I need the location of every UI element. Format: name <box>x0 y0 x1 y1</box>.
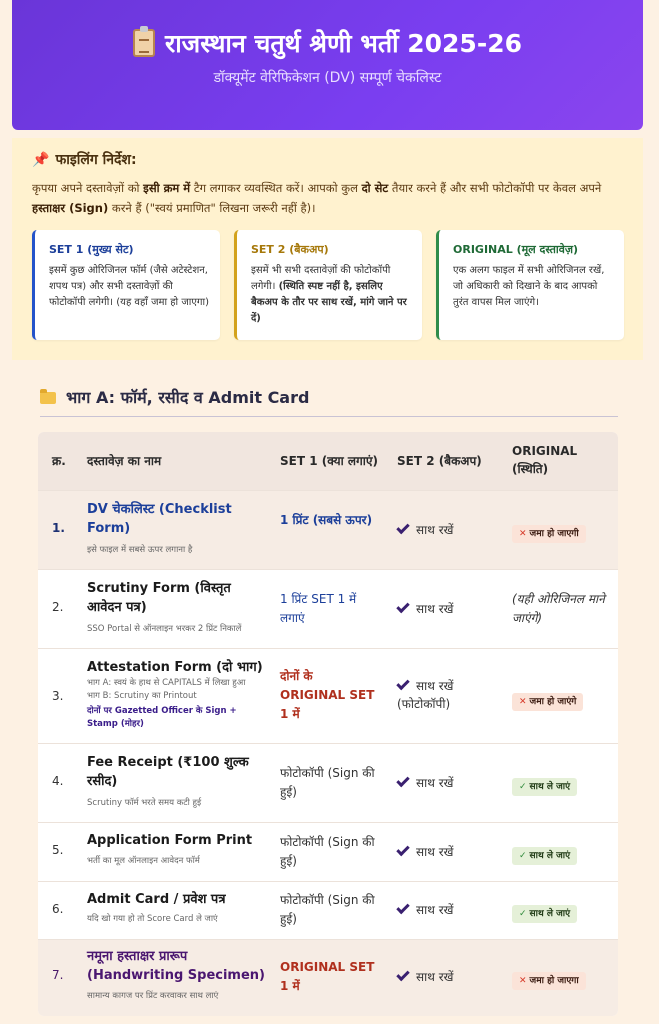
row-set2: साथ रखें <box>397 774 507 792</box>
row-set1: 1 प्रिंट SET 1 में लगाएं <box>280 592 357 625</box>
original-card-text: एक अलग फाइल में सभी ओरिजिनल रखें, जो अधिकारी को दिखाने के बाद आपको तुरंत वापस मिल जाएंगे। <box>453 265 605 308</box>
row-orig <box>512 843 612 865</box>
row-doc-sub-2: भाग B: Scrutiny का Printout <box>87 691 197 701</box>
section-title: भाग A: फॉर्म, रसीद व Admit Card <box>40 386 309 408</box>
row-num: 7. <box>52 968 64 982</box>
row-doc-name: Scrutiny Form (विस्तृत आवेदन पत्र) <box>87 581 231 615</box>
status-badge: ✓ साथ ले जाएं <box>512 778 577 796</box>
row-num: 5. <box>52 843 64 857</box>
row-doc-sub: सामान्य कागज पर प्रिंट करवाकर साथ लाएं <box>87 991 219 1001</box>
set1-card-text: इसमें कुछ ओरिजिनल फॉर्म (जैसे अटेस्टेशन, शपथ पत्र) और सभी दस्तावेज़ों की फोटोकॉपी लगेगी। (यह वहाँ जमा हो जाएगा) <box>49 265 209 308</box>
cross-icon: ✕ <box>519 529 527 539</box>
check-icon <box>396 968 409 981</box>
row-set1: फोटोकॉपी (Sign की हुई) <box>280 835 375 868</box>
row-set1: ORIGINAL SET 1 में <box>280 960 375 993</box>
row-doc-sub: यदि खो गया हो तो Score Card ले जाएं <box>87 914 218 924</box>
set1-card-title: SET 1 (मुख्य सेट) <box>49 243 134 256</box>
check-icon <box>396 600 409 613</box>
cross-icon: ✕ <box>519 976 527 986</box>
row-set2: साथ रखें <box>397 901 507 919</box>
row-doc-name: Attestation Form (दो भाग) <box>87 660 263 675</box>
pushpin-icon: 📌 <box>32 152 50 168</box>
status-badge: ✓ साथ ले जाएं <box>512 905 577 923</box>
row-doc-sub: Scrutiny फॉर्म भरते समय कटी हुई <box>87 798 202 808</box>
row-num: 3. <box>52 689 64 703</box>
row-doc-name: Application Form Print <box>87 833 253 848</box>
row-set1: फोटोकॉपी (Sign की हुई) <box>280 893 375 926</box>
set2-card-text: इसमें भी सभी दस्तावेज़ों की फोटोकॉपी लगेगी। (स्थिति स्पष्ट नहीं है, इसलिए बैकअप के तौर पर साथ रखें, मांगे जाने पर दें) <box>251 265 407 324</box>
set2-card <box>234 230 422 340</box>
check-icon <box>396 521 409 534</box>
row-doc-name: नमूना हस्ताक्षर प्रारूप (Handwriting Specimen) <box>87 949 265 983</box>
row-doc-sub: भाग A: स्वयं के हाथ से CAPITALS में लिखा हुआ <box>87 678 246 688</box>
status-badge: ✓ साथ ले जाएं <box>512 847 577 865</box>
row-doc-name: Admit Card / प्रवेश पत्र <box>87 892 226 907</box>
row-num: 6. <box>52 902 64 916</box>
header-set2: SET 2 (बैकअप) <box>397 454 482 468</box>
header-doc: दस्तावेज़ का नाम <box>87 454 162 468</box>
status-badge: ✕ जमा हो जाएगा <box>512 972 586 990</box>
header-num: क्र. <box>52 454 66 468</box>
filing-instructions-panel <box>12 138 643 360</box>
row-doc-note: दोनों पर Gazetted Officer के Sign + Stamp (मोहर) <box>87 706 237 729</box>
row-num: 4. <box>52 774 64 788</box>
checklist-table <box>38 432 618 1016</box>
row-num: 1. <box>52 521 65 535</box>
row-orig: (यही ओरिजिनल माने जाएंगे) <box>512 592 605 625</box>
checkmark-icon: ✓ <box>519 909 527 919</box>
row-doc-sub: इसे फाइल में सबसे ऊपर लगाना है <box>87 545 193 555</box>
check-icon <box>396 677 409 690</box>
table-row <box>38 743 618 822</box>
cross-icon: ✕ <box>519 697 527 707</box>
original-card-title: ORIGINAL (मूल दस्तावेज़) <box>453 243 579 256</box>
page-title: राजस्थान चतुर्थ श्रेणी भर्ती 2025-26 <box>12 26 643 60</box>
table-row <box>38 822 618 881</box>
status-badge: ✕ जमा हो जाएंगे <box>512 693 583 711</box>
row-set2: साथ रखें (फोटोकॉपी) <box>397 677 507 713</box>
set2-card-title: SET 2 (बैकअप) <box>251 243 329 256</box>
section-divider <box>40 416 618 417</box>
check-icon <box>396 901 409 914</box>
table-row <box>38 490 618 569</box>
row-set2: साथ रखें <box>397 600 507 618</box>
checkmark-icon: ✓ <box>519 851 527 861</box>
row-orig <box>512 968 612 990</box>
set1-card <box>32 230 220 340</box>
page-subtitle: डॉक्यूमेंट वेरिफिकेशन (DV) सम्पूर्ण चेकलिस्ट <box>213 70 442 86</box>
row-orig <box>512 901 612 923</box>
table-row <box>38 569 618 648</box>
page-header <box>12 0 643 130</box>
checkmark-icon: ✓ <box>519 782 527 792</box>
folder-icon <box>40 392 56 404</box>
header-set1: SET 1 (क्या लगाएं) <box>280 454 379 468</box>
check-icon <box>396 843 409 856</box>
row-doc-name: Fee Receipt (₹100 शुल्क रसीद) <box>87 755 249 789</box>
row-set2: साथ रखें <box>397 843 507 861</box>
row-doc-sub: भर्ती का मूल ऑनलाइन आवेदन फॉर्म <box>87 856 200 866</box>
row-set1: दोनों के ORIGINAL SET 1 में <box>280 669 375 721</box>
row-set2: साथ रखें <box>397 968 507 986</box>
row-doc-name: DV चेकलिस्ट (Checklist Form) <box>87 502 232 536</box>
check-icon <box>396 774 409 787</box>
filing-text: कृपया अपने दस्तावेज़ों को इसी क्रम में टैग लगाकर व्यवस्थित करें। आपको कुल दो सेट तैयार करने हैं और सभी फोटोकॉपी पर केवल अपने हस्ताक्षर (Sign) करने हैं ("स्वयं प्रमाणित" लिखना जरूरी नहीं है)। <box>32 181 602 215</box>
row-orig <box>512 689 612 711</box>
row-set2: साथ रखें <box>397 521 507 539</box>
table-row <box>38 648 618 743</box>
header-orig: ORIGINAL (स्थिति) <box>512 444 578 476</box>
row-set1: 1 प्रिंट (सबसे ऊपर) <box>280 513 373 527</box>
row-doc-sub: SSO Portal से ऑनलाइन भरकर 2 प्रिंट निकालें <box>87 624 242 634</box>
row-orig <box>512 521 612 543</box>
row-num: 2. <box>52 600 64 614</box>
table-header <box>38 432 618 490</box>
table-row <box>38 881 618 939</box>
table-row <box>38 939 618 1016</box>
clipboard-icon <box>133 29 155 57</box>
original-card <box>436 230 624 340</box>
row-orig <box>512 774 612 796</box>
filing-title: 📌 फाइलिंग निर्देश: <box>32 152 137 168</box>
status-badge: ✕ जमा हो जाएगी <box>512 525 586 543</box>
row-set1: फोटोकॉपी (Sign की हुई) <box>280 766 375 799</box>
